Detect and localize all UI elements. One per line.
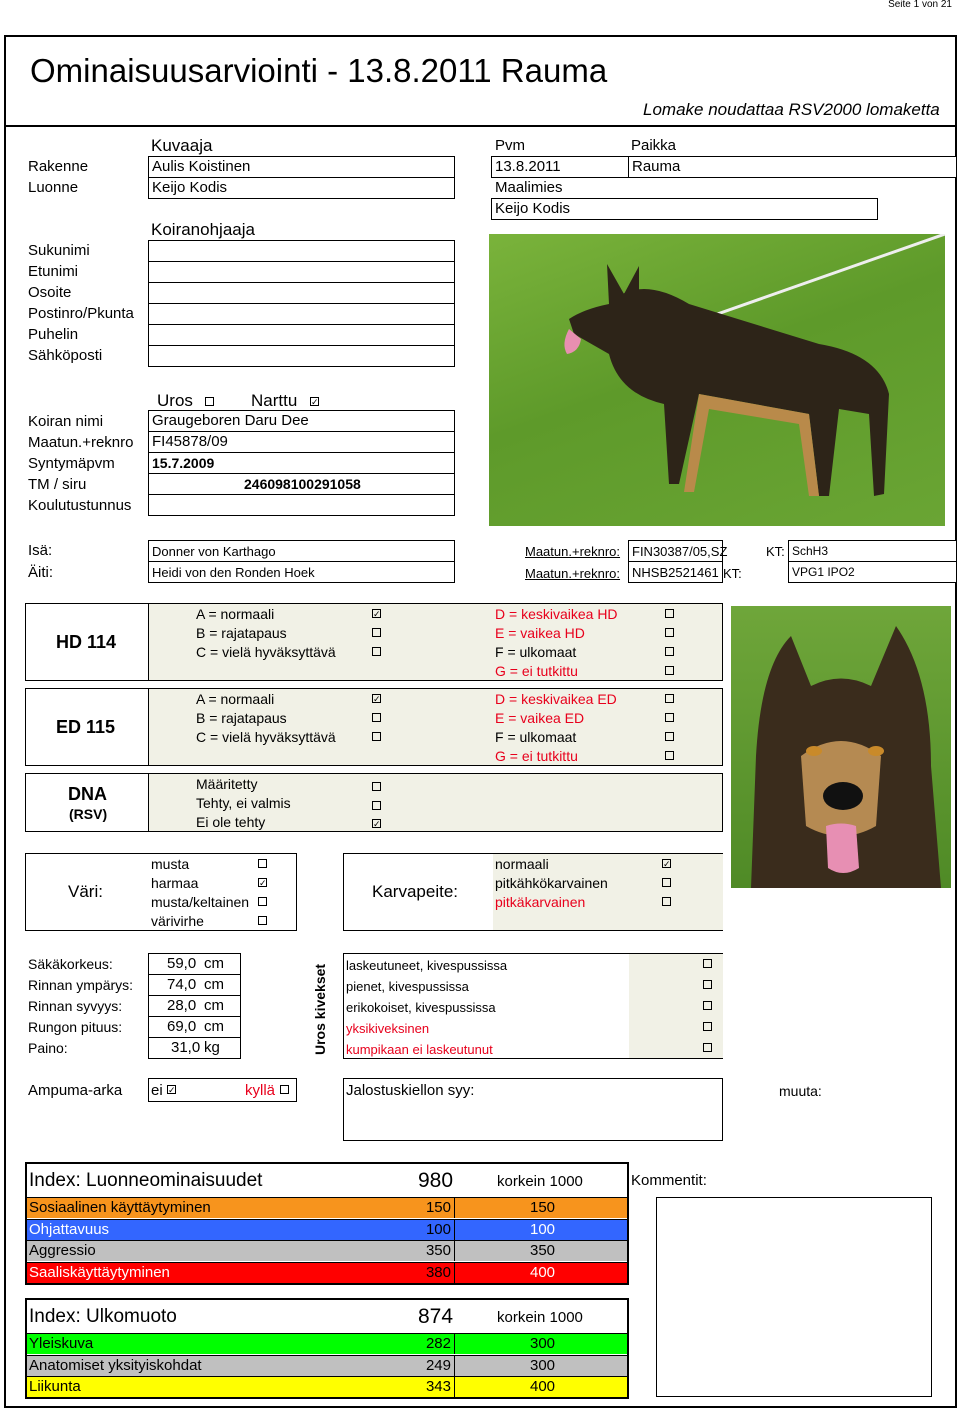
ampuma-box	[148, 1078, 297, 1102]
koiranohjaaja-label: Koiranohjaaja	[151, 220, 255, 239]
osoite-field[interactable]	[148, 282, 455, 304]
index-luonne-row-max-cell	[454, 1240, 627, 1261]
form-subtitle: Lomake noudattaa RSV2000 lomaketta	[643, 100, 940, 119]
sex-narttu-checkbox[interactable]: ✓	[311, 397, 319, 407]
maalimies-field[interactable]: Keijo Kodis	[491, 198, 878, 220]
hd-b-checkbox[interactable]	[372, 628, 381, 637]
sex-uros-label: Uros	[157, 391, 193, 410]
sex-narttu-label: Narttu	[251, 391, 298, 410]
ed-c-label: C = vielä hyväksyttävä	[196, 729, 336, 745]
mother-kt-label: KT:	[723, 566, 742, 581]
index-ulko-row-max: 300	[530, 1356, 556, 1374]
ed-d-checkbox[interactable]	[665, 694, 674, 703]
sahkoposti-field[interactable]	[148, 345, 455, 367]
index-luonne-row-max-cell	[454, 1262, 627, 1283]
ed-c-checkbox[interactable]	[372, 732, 381, 741]
measure-field-4[interactable]: 31,0 kg	[148, 1037, 241, 1059]
label-dog-name: Koiran nimi	[28, 413, 104, 430]
index-luonne-score: 980	[418, 1169, 454, 1192]
color-label: Väri:	[68, 882, 103, 901]
ed-g-label: G = ei tutkittu	[495, 748, 578, 764]
testicles-o5-label: kumpikaan ei laskeutunut	[346, 1042, 493, 1057]
dog-photo-standing	[489, 234, 945, 526]
dog-name-field[interactable]: Graugeboren Daru Dee	[148, 410, 455, 432]
index-ulko-row-value: 343	[425, 1378, 451, 1395]
measure-label-3: Rungon pituus:	[28, 1019, 123, 1035]
index-ulko-row-1	[27, 1355, 454, 1376]
label-sukunimi: Sukunimi	[28, 242, 90, 259]
index-luonne-row-value: 350	[425, 1242, 451, 1259]
hd-d-label: D = keskivaikea HD	[495, 606, 618, 622]
ed-options-box	[148, 688, 723, 766]
label-puhelin: Puhelin	[28, 326, 79, 343]
puhelin-field[interactable]	[148, 324, 455, 346]
mother-reg-field[interactable]: NHSB2521461	[628, 561, 723, 583]
testicles-o1-label: laskeutuneet, kivespussissa	[346, 958, 508, 973]
hd-e-label: E = vaikea HD	[495, 625, 585, 641]
mother-reg-label: Maatun.+reknro:	[525, 566, 621, 581]
ed-e-label: E = vaikea ED	[495, 710, 585, 726]
ampuma-ei-checkbox[interactable]: ✓	[168, 1085, 176, 1095]
label-osoite: Osoite	[28, 284, 72, 301]
index-ulko-row-max: 300	[530, 1335, 556, 1352]
coat-o1-checkbox[interactable]: ✓	[663, 859, 671, 869]
measure-label-4: Paino:	[28, 1040, 68, 1056]
dog-birth-field[interactable]: 15.7.2009	[148, 452, 455, 474]
index-luonne-row-max: 150	[530, 1199, 556, 1216]
index-luonne-row-max: 100	[530, 1220, 556, 1238]
ed-a-checkbox[interactable]: ✓	[373, 694, 381, 704]
color-o1-label: musta	[151, 856, 190, 872]
kommentit-label: Kommentit:	[631, 1172, 707, 1189]
coat-o1-label: normaali	[495, 856, 549, 872]
etunimi-field[interactable]	[148, 261, 455, 283]
measure-label-2: Rinnan syvyys:	[28, 998, 123, 1014]
index-ulko-row-label: Yleiskuva	[29, 1335, 94, 1352]
index-ulko-row-0	[27, 1333, 454, 1354]
kommentit-field[interactable]	[656, 1197, 932, 1397]
dna-o1-checkbox[interactable]	[372, 782, 381, 791]
measure-field-1[interactable]: 74,0 cm	[148, 974, 241, 996]
dog-chip-field[interactable]: 246098100291058	[148, 473, 455, 495]
hd-f-label: F = ulkomaat	[495, 644, 577, 660]
index-luonne-row-label: Ohjattavuus	[29, 1220, 110, 1238]
measure-field-3[interactable]: 69,0 cm	[148, 1016, 241, 1038]
index-luonne-row-label: Saaliskäyttäytyminen	[29, 1263, 170, 1281]
ed-f-label: F = ulkomaat	[495, 729, 577, 745]
paikka-field[interactable]: Rauma	[628, 156, 957, 178]
hd-e-checkbox[interactable]	[665, 628, 674, 637]
index-luonne-row-max: 400	[530, 1263, 556, 1281]
index-luonne-row-value: 150	[425, 1199, 451, 1216]
index-luonne-max: korkein 1000	[497, 1173, 583, 1190]
index-ulko-row-value: 282	[425, 1335, 451, 1352]
color-o1-checkbox[interactable]	[258, 859, 267, 868]
hd-g-label: G = ei tutkittu	[495, 663, 578, 679]
father-reg-field[interactable]: FIN30387/05,SZ	[628, 540, 723, 562]
hd-label-box: HD 114	[25, 603, 149, 681]
index-ulko-row-max: 400	[530, 1378, 556, 1395]
hd-d-checkbox[interactable]	[665, 609, 674, 618]
label-dog-reg: Maatun.+reknro	[28, 434, 134, 451]
dna-options-box	[148, 773, 723, 832]
ampuma-kylla-label: kyllä	[245, 1082, 276, 1099]
index-luonne-row-max-cell	[454, 1197, 627, 1218]
index-luonne-row-label: Sosiaalinen käyttäytyminen	[29, 1199, 211, 1216]
measure-label-0: Säkäkorkeus:	[28, 956, 113, 972]
dog-photo-head	[731, 606, 951, 888]
index-ulko-score: 874	[418, 1305, 454, 1328]
measure-field-0[interactable]: 59,0 cm	[148, 953, 241, 975]
testicles-o2-label: pienet, kivespussissa	[346, 979, 469, 994]
coat-o3-label: pitkäkarvainen	[495, 894, 586, 910]
label-sahkoposti: Sähköposti	[28, 347, 103, 364]
dna-o1-label: Määritetty	[196, 776, 258, 792]
mother-kt-field[interactable]: VPG1 IPO2	[788, 561, 957, 583]
hd-c-checkbox[interactable]	[372, 647, 381, 656]
coat-o2-checkbox[interactable]	[662, 878, 671, 887]
page-number: Seite 1 von 21	[888, 0, 952, 10]
index-luonne-row-3	[27, 1262, 454, 1283]
ampuma-label: Ampuma-arka	[28, 1082, 123, 1099]
father-kt-label: KT:	[766, 544, 785, 559]
testicles-o3-label: erikokoiset, kivespussissa	[346, 1000, 496, 1015]
color-o2-label: harmaa	[151, 875, 199, 891]
kuvaaja-field[interactable]: Aulis Koistinen	[148, 156, 455, 178]
color-o3-checkbox[interactable]	[258, 897, 267, 906]
dna-o3-checkbox[interactable]: ✓	[373, 819, 381, 829]
color-o4-label: värivirhe	[151, 913, 204, 929]
father-kt-field[interactable]: SchH3	[788, 540, 957, 562]
paikka-label: Paikka	[631, 137, 677, 154]
dna-o2-checkbox[interactable]	[372, 801, 381, 810]
father-field[interactable]: Donner von Karthago	[148, 540, 455, 562]
muuta-label: muuta:	[779, 1083, 822, 1099]
ed-b-checkbox[interactable]	[372, 713, 381, 722]
mother-field[interactable]: Heidi von den Ronden Hoek	[148, 561, 455, 583]
dog-training-field[interactable]	[148, 494, 455, 516]
index-ulko-row-label: Anatomiset yksityiskohdat	[29, 1356, 202, 1374]
label-dog-birth: Syntymäpvm	[28, 455, 115, 472]
index-luonne-row-0	[27, 1197, 454, 1218]
label-rakenne: Rakenne	[28, 158, 89, 175]
hd-c-label: C = vielä hyväksyttävä	[196, 644, 336, 660]
testicles-o2-checkbox[interactable]	[703, 980, 712, 989]
label-etunimi: Etunimi	[28, 263, 79, 280]
hd-options-box	[148, 603, 723, 681]
hd-a-label: A = normaali	[196, 606, 275, 622]
pvm-field[interactable]: 13.8.2011	[491, 156, 629, 178]
label-dog-training: Koulutustunnus	[28, 497, 132, 514]
index-ulko-row-max-cell	[454, 1355, 627, 1376]
index-ulko-max: korkein 1000	[497, 1309, 583, 1326]
jalostus-box[interactable]	[343, 1078, 723, 1141]
testicles-o5-checkbox[interactable]	[703, 1043, 712, 1052]
index-luonne-row-label: Aggressio	[29, 1242, 96, 1259]
ampuma-kylla-checkbox[interactable]	[280, 1085, 289, 1094]
index-ulko-row-label: Liikunta	[29, 1378, 81, 1395]
index-luonne-row-1	[27, 1219, 454, 1240]
index-ulko-row-2	[27, 1376, 454, 1397]
index-luonne-title: Index: Luonneominaisuudet	[29, 1170, 263, 1191]
ampuma-ei-label: ei	[151, 1082, 163, 1099]
dna-label-box: DNA (RSV)	[25, 773, 149, 832]
testicles-o4-label: yksikiveksinen	[346, 1021, 430, 1036]
testicles-label: Uros kivekset	[312, 963, 328, 1055]
coat-o3-checkbox[interactable]	[662, 897, 671, 906]
ed-d-label: D = keskivaikea ED	[495, 691, 617, 707]
postinro-field[interactable]	[148, 303, 455, 325]
ed-f-checkbox[interactable]	[665, 732, 674, 741]
coat-o2-label: pitkähkökarvainen	[495, 875, 608, 891]
father-label: Isä:	[28, 542, 53, 559]
coat-label: Karvapeite:	[372, 882, 458, 901]
hd-g-checkbox[interactable]	[665, 666, 674, 675]
label-postinro: Postinro/Pkunta	[28, 305, 134, 322]
luonne-judge-field[interactable]: Keijo Kodis	[148, 177, 455, 199]
index-luonne-row-max-cell	[454, 1219, 627, 1240]
title-divider	[4, 125, 957, 127]
jalostus-label: Jalostuskiellon syy:	[346, 1082, 475, 1099]
ed-g-checkbox[interactable]	[665, 751, 674, 760]
label-luonne: Luonne	[28, 179, 79, 196]
page-title: Ominaisuusarviointi - 13.8.2011 Rauma	[30, 52, 608, 89]
measure-label-1: Rinnan ympärys:	[28, 977, 134, 993]
hd-b-label: B = rajatapaus	[196, 625, 287, 641]
testicles-o1-checkbox[interactable]	[703, 959, 712, 968]
index-ulko-title: Index: Ulkomuoto	[29, 1306, 177, 1327]
maalimies-label: Maalimies	[495, 179, 563, 196]
pvm-label: Pvm	[495, 137, 525, 154]
mother-label: Äiti:	[28, 564, 54, 581]
kuvaaja-label: Kuvaaja	[151, 136, 213, 155]
index-ulko-row-max-cell	[454, 1376, 627, 1397]
ed-e-checkbox[interactable]	[665, 713, 674, 722]
index-luonne-row-value: 100	[425, 1220, 451, 1238]
hd-a-checkbox[interactable]: ✓	[373, 609, 381, 619]
color-box	[25, 853, 297, 931]
father-reg-label: Maatun.+reknro:	[525, 544, 621, 559]
color-o2-checkbox[interactable]: ✓	[259, 878, 267, 888]
sex-uros-checkbox[interactable]	[205, 397, 214, 406]
testicles-box	[343, 953, 723, 1059]
coat-box	[343, 853, 723, 931]
measure-field-2[interactable]: 28,0 cm	[148, 995, 241, 1017]
color-o3-label: musta/keltainen	[151, 894, 250, 910]
ed-b-label: B = rajatapaus	[196, 710, 287, 726]
dna-o2-label: Tehty, ei valmis	[196, 795, 291, 811]
testicles-o3-checkbox[interactable]	[703, 1001, 712, 1010]
dog-reg-field[interactable]: FI45878/09	[148, 431, 455, 453]
index-luonne-row-2	[27, 1240, 454, 1261]
testicles-o4-checkbox[interactable]	[703, 1022, 712, 1031]
index-luonne-row-max: 350	[530, 1242, 556, 1259]
index-luonne-row-value: 380	[425, 1263, 451, 1281]
color-o4-checkbox[interactable]	[258, 916, 267, 925]
label-dog-chip: TM / siru	[28, 476, 87, 493]
ed-a-label: A = normaali	[196, 691, 275, 707]
index-ulko-row-value: 249	[425, 1356, 451, 1374]
ed-label-box: ED 115	[25, 688, 149, 766]
index-ulko-row-max-cell	[454, 1333, 627, 1354]
sukunimi-field[interactable]	[148, 240, 455, 262]
hd-f-checkbox[interactable]	[665, 647, 674, 656]
dna-o3-label: Ei ole tehty	[196, 814, 266, 830]
